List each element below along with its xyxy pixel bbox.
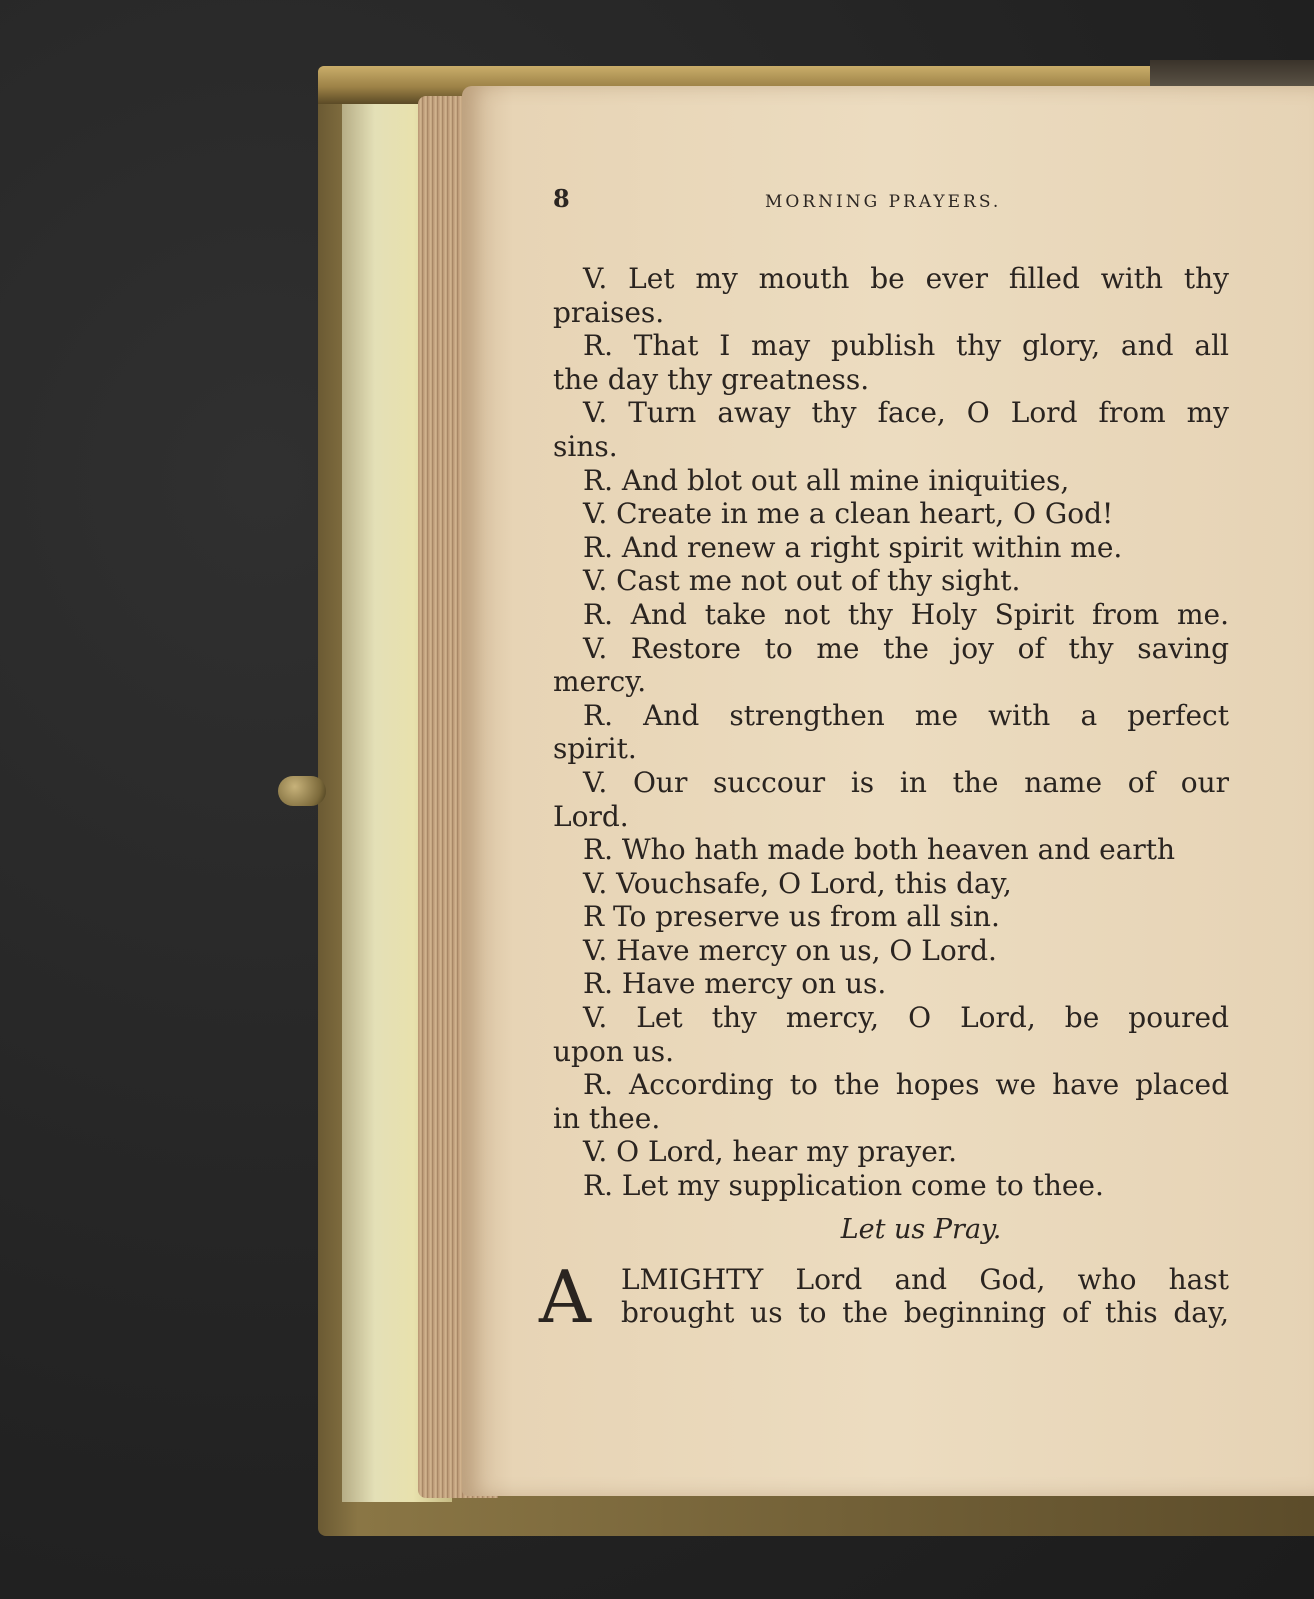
text-line: V. Let my mouth be ever filled with thy — [583, 262, 1229, 295]
prayer-paragraph — [539, 1254, 1229, 1339]
text-line: the day thy greatness. — [553, 362, 870, 396]
page-header — [553, 184, 1253, 220]
text-line: brought us to the beginning of this day, — [621, 1296, 1229, 1330]
text-line: V. O Lord, hear my prayer. — [583, 1135, 957, 1169]
text-line: R. Who hath made both heaven and earth — [583, 833, 1176, 867]
text-line: V. Our succour is in the name of our — [583, 765, 1229, 799]
text-line: R. And blot out all mine iniquities, — [583, 463, 1070, 497]
text-line: LMIGHTY Lord and God, who hast — [621, 1262, 1229, 1296]
text-line: V. Vouchsafe, O Lord, this day, — [583, 866, 1012, 900]
text-line: R. That I may publish thy glory, and all — [583, 329, 1229, 363]
text-line: R. According to the hopes we have placed — [583, 1068, 1229, 1102]
text-line: R To preserve us from all sin. — [583, 900, 1000, 934]
drop-cap: A — [539, 1254, 591, 1339]
text-line: in thee. — [553, 1101, 661, 1135]
text-line: sins. — [553, 429, 618, 463]
text-line: R. Let my supplication come to thee. — [583, 1169, 1104, 1203]
running-head: MORNING PRAYERS. — [765, 192, 1002, 212]
text-line: R. Have mercy on us. — [583, 967, 887, 1001]
text-line: V. Create in me a clean heart, O God! — [583, 497, 1114, 531]
text-line: V. Cast me not out of thy sight. — [583, 564, 1021, 598]
text-line: spirit. — [553, 732, 637, 766]
text-line: mercy. — [553, 665, 647, 699]
text-line: V. Restore to me the joy of thy saving — [583, 631, 1229, 665]
text-line: V. Have mercy on us, O Lord. — [583, 933, 997, 967]
page-number: 8 — [553, 184, 570, 213]
text-line: V. Turn away thy face, O Lord from my — [583, 396, 1229, 430]
text-line: upon us. — [553, 1034, 675, 1068]
prayer-heading: Let us Pray. — [840, 1213, 1002, 1245]
clasp-knob — [278, 776, 326, 806]
text-line: V. Let thy mercy, O Lord, be poured — [583, 1001, 1229, 1035]
text-line: Lord. — [553, 799, 629, 833]
prayer-text — [539, 262, 1229, 1339]
text-line: R. And renew a right spirit within me. — [583, 530, 1123, 564]
text-line: R. And take not thy Holy Spirit from me. — [583, 597, 1229, 631]
text-line: R. And strengthen me with a perfect — [583, 698, 1229, 732]
text-line: praises. — [553, 295, 665, 329]
